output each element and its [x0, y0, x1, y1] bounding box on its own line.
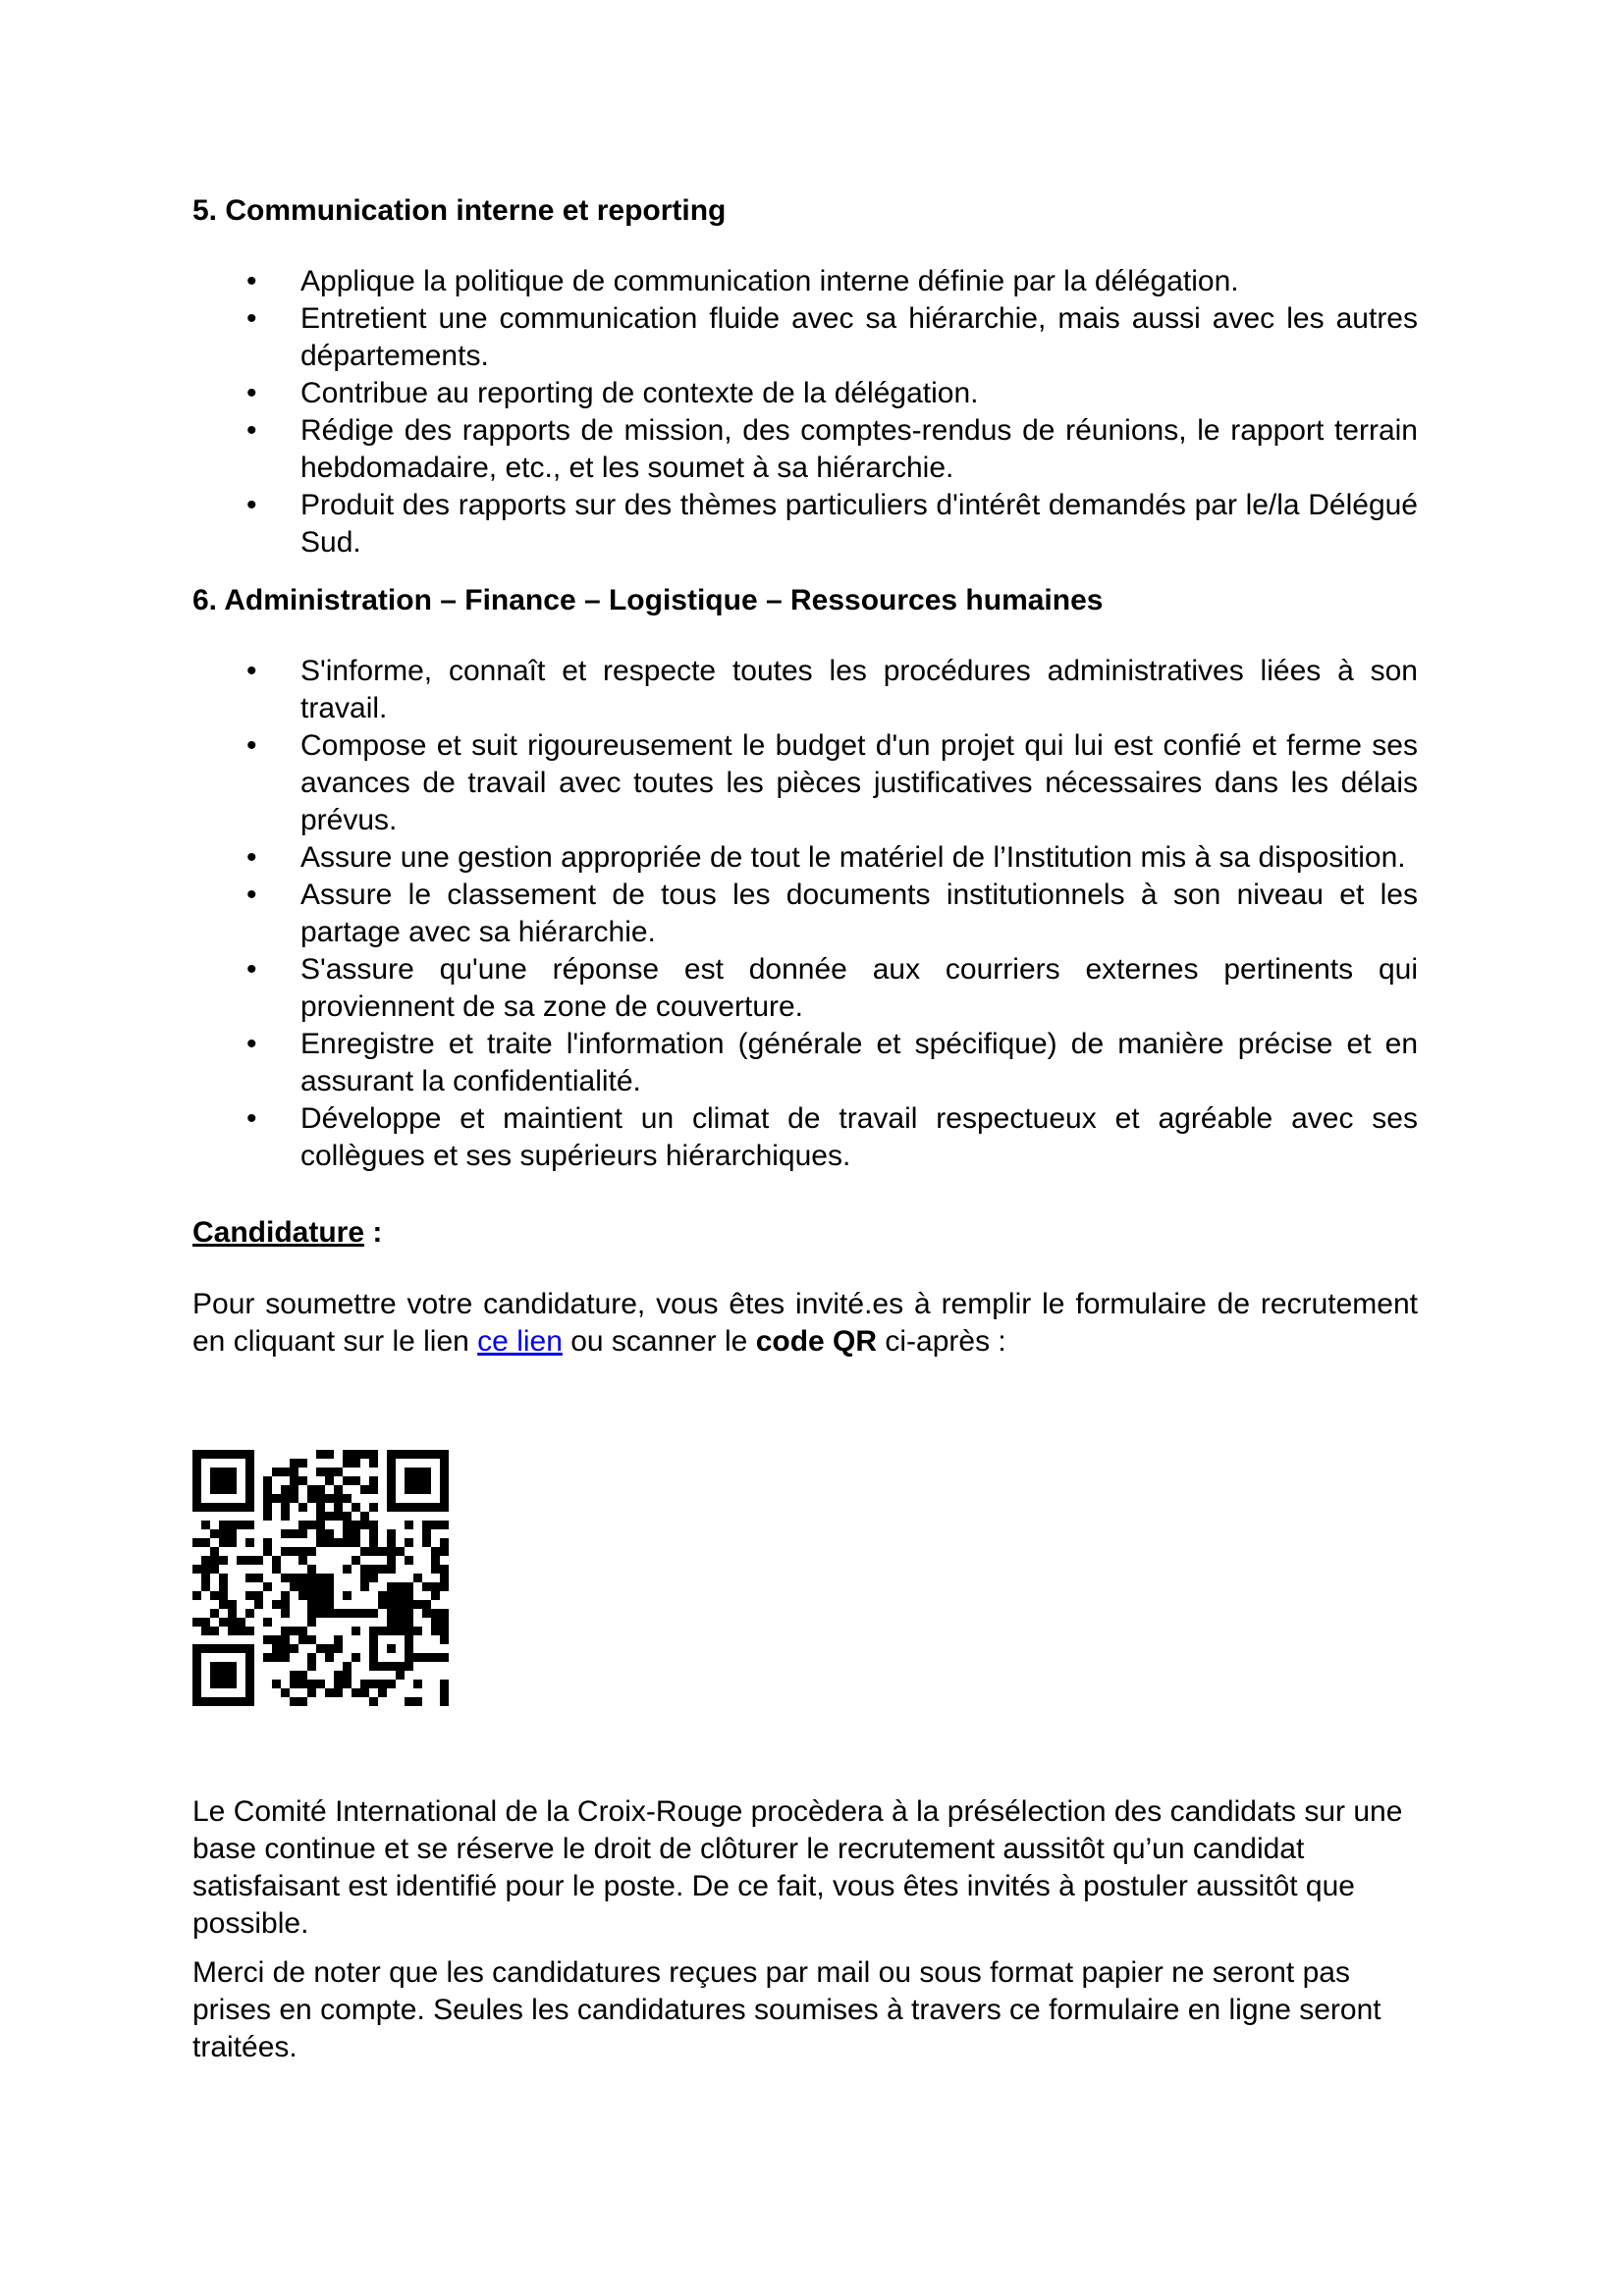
list-item: • S'assure qu'une réponse est donnée aux courriers externes pertinents qui proviennent de sa zone de couverture.: [300, 951, 1418, 1026]
section-6-heading: 6. Administration – Finance – Logistique – Ressources humaines: [192, 584, 1104, 616]
list-item: • S'informe, connaît et respecte toutes les procédures administratives liées à son travail.: [300, 653, 1418, 727]
list-item: • Applique la politique de communication interne définie par la délégation.: [300, 263, 1418, 300]
candidature-intro-paragraph: [192, 1286, 1418, 1361]
section-6-list: [192, 653, 1418, 1175]
list-item: • Compose et suit rigoureusement le budget d'un projet qui lui est confié et ferme ses avances de travail avec toutes les pièces justificatives nécessaires dans les délais prévus.: [300, 727, 1418, 839]
list-item: • Développe et maintient un climat de travail respectueux et agréable avec ses collègues et ses supérieurs hiérarchiques.: [300, 1100, 1418, 1175]
closing-paragraph: Le Comité International de la Croix-Rouge procèdera à la présélection des candidats sur une base continue et se réserve le droit de clôturer le recrutement aussitôt qu’un candidat satisfaisant est identifié pour le poste. De ce fait, vous êtes invités à postuler aussitôt que possible.: [192, 1795, 1403, 1940]
list-item: • Entretient une communication fluide avec sa hiérarchie, mais aussi avec les autres départements.: [300, 300, 1418, 375]
intro-text-tail: ci-après :: [877, 1325, 1006, 1358]
candidature-heading-text: Candidature: [192, 1216, 365, 1249]
list-item: • Assure le classement de tous les documents institutionnels à son niveau et les partage avec sa hiérarchie.: [300, 877, 1418, 951]
list-item: • Enregistre et traite l'information (générale et spécifique) de manière précise et en assurant la confidentialité.: [300, 1026, 1418, 1100]
section-5-heading: 5. Communication interne et reporting: [192, 194, 727, 227]
intro-text-before-link: Pour soumettre votre candidature, vous êtes invité.es à remplir le formulaire de recrutement en cliquant sur le lien: [192, 1288, 1418, 1358]
ce-lien-link[interactable]: ce lien: [477, 1325, 563, 1358]
qr-code: [192, 1450, 449, 1706]
section-5-list: [192, 263, 1418, 561]
list-item: • Assure une gestion appropriée de tout le matériel de l’Institution mis à sa disposition.: [300, 839, 1418, 877]
list-item: • Produit des rapports sur des thèmes particuliers d'intérêt demandés par le/la Délégué Sud.: [300, 487, 1418, 561]
qr-code-image: [192, 1450, 449, 1706]
intro-text-after-link: ou scanner le: [562, 1325, 756, 1358]
list-item: • Contribue au reporting de contexte de la délégation.: [300, 375, 1418, 412]
candidature-heading: [192, 1214, 1418, 1252]
candidature-heading-colon: :: [364, 1216, 383, 1249]
code-qr-bold-text: code QR: [755, 1325, 878, 1358]
document-content: [192, 192, 1418, 2066]
closing-paragraph: Merci de noter que les candidatures reçues par mail ou sous format papier ne seront pas prises en compte. Seules les candidatures soumises à travers ce formulaire en ligne seront traitées.: [192, 1956, 1381, 2063]
list-item: • Rédige des rapports de mission, des comptes-rendus de réunions, le rapport terrain hebdomadaire, etc., et les soumet à sa hiérarchie.: [300, 412, 1418, 487]
